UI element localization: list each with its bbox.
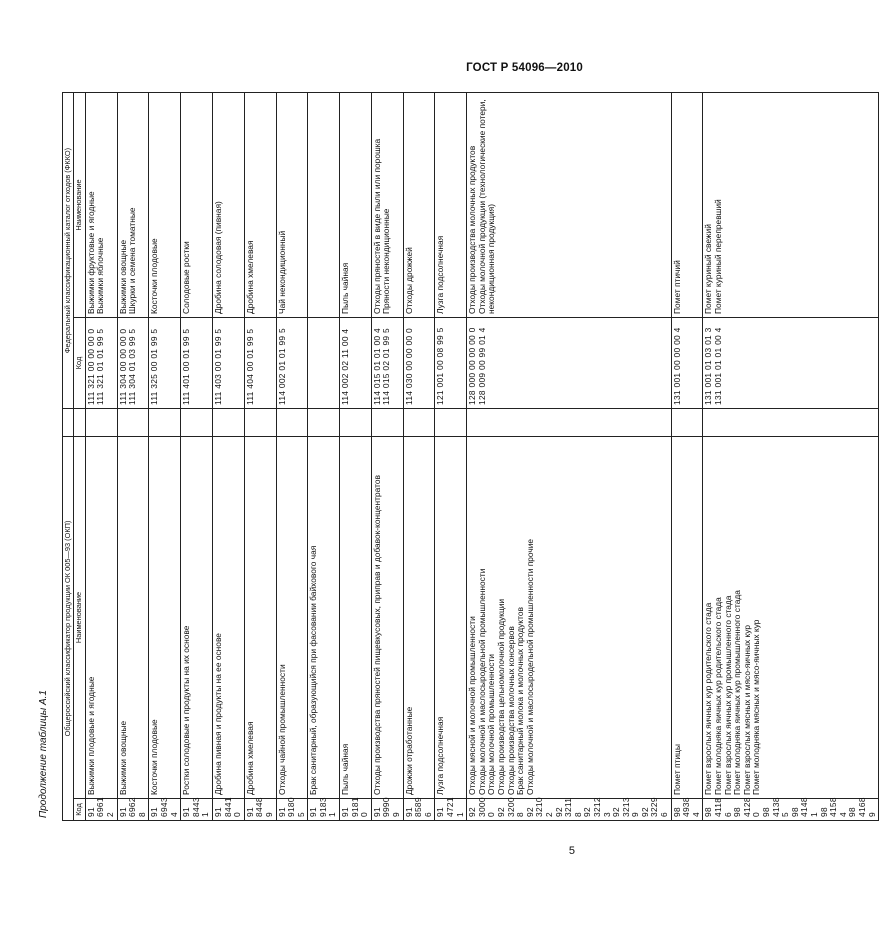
- spacer-cell: [671, 408, 703, 436]
- fkko-code-cell: [308, 317, 340, 408]
- okp-code-cell: 91 9181 0: [340, 799, 372, 821]
- okp-code-cell: 91 9180 5: [276, 799, 308, 821]
- okp-code-cell: 91 8448 9: [244, 799, 276, 821]
- okp-code-cell: 91 8443 1: [181, 799, 213, 821]
- table-continuation-caption: Продолжение таблицы А.1: [38, 690, 49, 818]
- spacer-cell: [703, 408, 879, 436]
- fkko-code-cell: 111 403 00 01 99 5: [212, 317, 244, 408]
- table-row: [435, 92, 467, 820]
- fkko-name-cell: [308, 92, 340, 317]
- fkko-code-cell: 111 304 00 00 00 0 111 304 01 03 99 5: [117, 317, 149, 408]
- spacer-header: [63, 408, 74, 436]
- okp-name-cell: Пыль чайная: [340, 436, 372, 798]
- fkko-code-cell: 114 030 00 00 00 0: [403, 317, 435, 408]
- okp-code-cell: 91 8589 6: [403, 799, 435, 821]
- table-row: [467, 92, 671, 820]
- spacer-subheader: [74, 408, 85, 436]
- classification-table: [62, 92, 879, 821]
- spacer-cell: [308, 408, 340, 436]
- table-column-header-row: [74, 92, 85, 820]
- fkko-code-cell: 111 404 00 01 99 5: [244, 317, 276, 408]
- fkko-name-cell: Дробина хмелевая: [244, 92, 276, 317]
- spacer-cell: [212, 408, 244, 436]
- fkko-code-cell: 128 000 00 00 00 0 128 009 00 99 01 4: [467, 317, 671, 408]
- spacer-cell: [244, 408, 276, 436]
- fkko-code-cell: 114 002 02 11 00 4: [340, 317, 372, 408]
- table-row: [308, 92, 340, 820]
- fkko-name-cell: Пыль чайная: [340, 92, 372, 317]
- spacer-cell: [403, 408, 435, 436]
- spacer-cell: [371, 408, 403, 436]
- table-row: [340, 92, 372, 820]
- okp-code-header: Код: [74, 799, 85, 821]
- spacer-cell: [85, 408, 117, 436]
- page-number: 5: [568, 845, 575, 857]
- fkko-name-cell: Выжимки овощные Шкурки и семена томатные: [117, 92, 149, 317]
- table-row: [181, 92, 213, 820]
- fkko-name-cell: Лузга подсолнечная: [435, 92, 467, 317]
- table-row: [149, 92, 181, 820]
- fkko-name-cell: Помет куриный свежий Помет куриный перепревший: [703, 92, 879, 317]
- okp-name-cell: Лузга подсолнечная: [435, 436, 467, 798]
- fkko-code-cell: 114 015 01 01 00 4 114 015 02 01 99 5: [371, 317, 403, 408]
- table-body: [85, 92, 878, 820]
- table-row: [671, 92, 703, 820]
- standard-designation: ГОСТ Р 54096—2010: [466, 62, 583, 74]
- table-row: [244, 92, 276, 820]
- spacer-cell: [467, 408, 671, 436]
- spacer-cell: [181, 408, 213, 436]
- table-row: [703, 92, 879, 820]
- fkko-name-cell: Отходы пряностей в виде пыли или порошка Пряности некондиционные: [371, 92, 403, 317]
- fkko-code-cell: 111 321 00 00 00 0 111 321 01 01 99 5: [85, 317, 117, 408]
- spacer-cell: [149, 408, 181, 436]
- fkko-code-cell: 131 001 00 00 00 4: [671, 317, 703, 408]
- okp-name-cell: Помет взрослых яичных кур родительского стада Помет молодняка яичных кур родительского стада Помет взрослых яичных кур промышленного стада Помет молодняка яичных кур промышленного стада Помет взрослых мясных и мясо-яичных кур Помет молодняка мясных и мясо-яичных кур: [703, 436, 879, 798]
- fkko-group-header: Федеральный классификационный каталог отходов (ФККО): [63, 92, 74, 408]
- okp-code-cell: 98 4938 4: [671, 799, 703, 821]
- table-row: [85, 92, 117, 820]
- okp-name-cell: Косточки плодовые: [149, 436, 181, 798]
- okp-name-cell: Помет птицы: [671, 436, 703, 798]
- fkko-name-cell: Солодовые ростки: [181, 92, 213, 317]
- okp-code-cell: 91 6962 8: [117, 799, 149, 821]
- fkko-name-cell: Отходы производства молочных продуктов Отходы молочной продукции (технологические потери, некондиционная продукция): [467, 92, 671, 317]
- spacer-cell: [117, 408, 149, 436]
- okp-code-cell: 92 3000 0 92 3200 8 92 3210 2 92 3211 8 92 3212 3 92 3213 9 92 3229 6: [467, 799, 671, 821]
- okp-code-cell: 91 9990 9: [371, 799, 403, 821]
- fkko-name-cell: Выжимки фруктовые и ягодные Выжимки яблочные: [85, 92, 117, 317]
- okp-name-cell: Отходы производства пряностей пищевкусовых, приправ и добавок-концентратов: [371, 436, 403, 798]
- okp-name-cell: Дрожжи отработанные: [403, 436, 435, 798]
- fkko-name-cell: Отходы дрожжей: [403, 92, 435, 317]
- fkko-name-cell: Косточки плодовые: [149, 92, 181, 317]
- table-row: [403, 92, 435, 820]
- spacer-cell: [435, 408, 467, 436]
- fkko-code-cell: 111 325 00 01 99 5: [149, 317, 181, 408]
- fkko-code-cell: 131 001 01 03 01 3 131 001 01 01 00 4: [703, 317, 879, 408]
- spacer-cell: [276, 408, 308, 436]
- okp-code-cell: 91 6943 4: [149, 799, 181, 821]
- rotated-table-container: [62, 93, 877, 821]
- fkko-name-cell: Чай некондиционный: [276, 92, 308, 317]
- fkko-code-cell: 111 401 00 01 99 5: [181, 317, 213, 408]
- okp-name-cell: Ростки солодовые и продукты на их основе: [181, 436, 213, 798]
- okp-name-cell: Брак санитарный, образующийся при фасовании байхового чая: [308, 436, 340, 798]
- okp-name-cell: Дробина пивная и продукты на ее основе: [212, 436, 244, 798]
- table-row: [212, 92, 244, 820]
- table-row: [276, 92, 308, 820]
- okp-code-cell: 91 4721 1: [435, 799, 467, 821]
- okp-name-cell: Выжимки плодовые и ягодные: [85, 436, 117, 798]
- fkko-name-cell: Помет птичий: [671, 92, 703, 317]
- fkko-code-cell: 121 001 00 08 99 5: [435, 317, 467, 408]
- table-row: [117, 92, 149, 820]
- fkko-name-header: Наименование: [74, 92, 85, 317]
- okp-code-cell: 98 4118 6 98 4128 0 98 4138 5 98 4148 1 98 4158 4 98 4168 9: [703, 799, 879, 821]
- table-row: [371, 92, 403, 820]
- fkko-name-cell: Дробина солодовая (пивная): [212, 92, 244, 317]
- okp-name-header: Наименование: [74, 436, 85, 798]
- table-group-header-row: [63, 92, 74, 820]
- okp-code-cell: 91 8441 0: [212, 799, 244, 821]
- okp-name-cell: Отходы чайной промышленности: [276, 436, 308, 798]
- okp-group-header: Общероссийский классификатор продукции ОК 005—93 (ОКП): [63, 436, 74, 820]
- okp-code-cell: 91 9183 1: [308, 799, 340, 821]
- okp-name-cell: Дробина хмелевая: [244, 436, 276, 798]
- fkko-code-cell: 114 002 01 01 99 5: [276, 317, 308, 408]
- okp-name-cell: Отходы мясной и молочной промышленности Отходы молочной и маслосыродельной промышленности Отходы молочной промышленности Отходы производства цельномолочной продукции Отходы производства молочных консервов Брак санитарный молока и молочных продуктов Отходы молочной и маслосыродельной промышленности прочие: [467, 436, 671, 798]
- fkko-code-header: Код: [74, 317, 85, 408]
- okp-code-cell: 91 6961 2: [85, 799, 117, 821]
- spacer-cell: [340, 408, 372, 436]
- okp-name-cell: Выжимки овощные: [117, 436, 149, 798]
